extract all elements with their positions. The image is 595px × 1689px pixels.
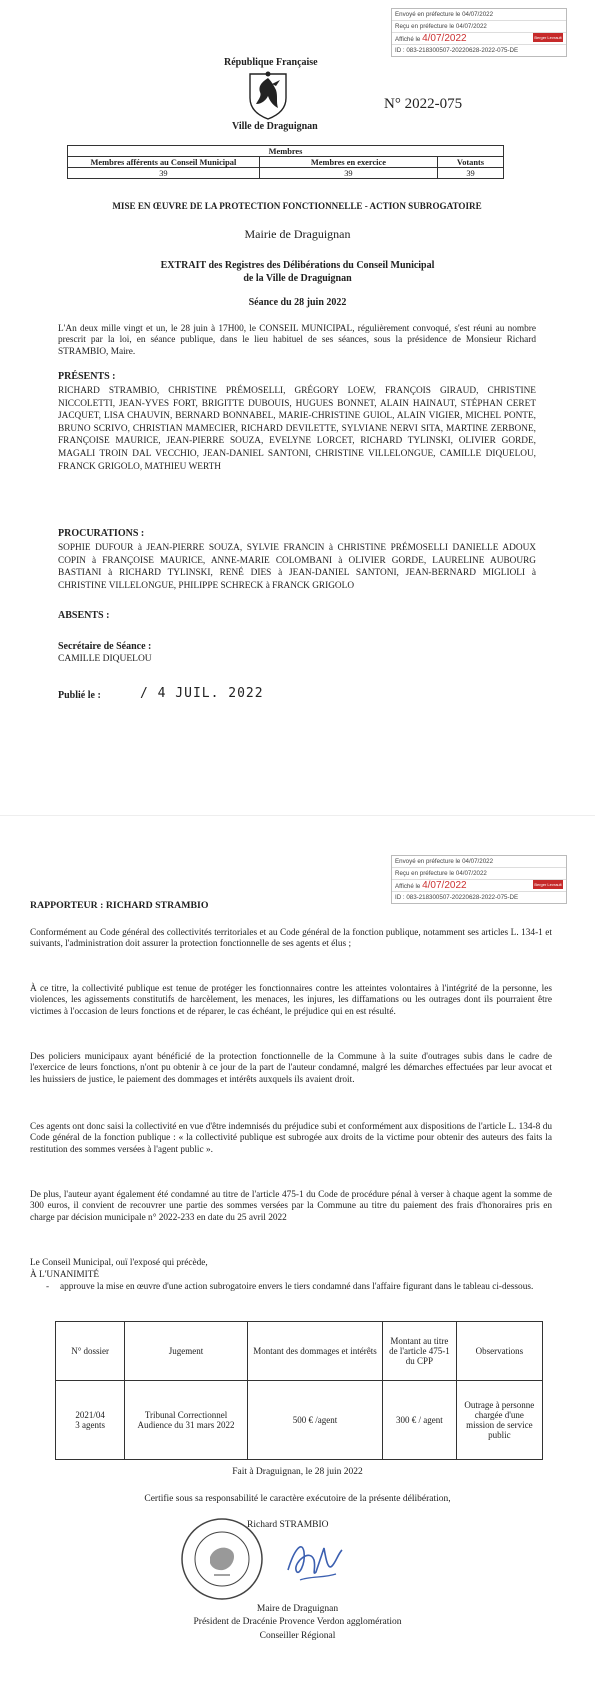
berger-levrault-logo-2: Berger Levrault [534, 882, 562, 887]
cell-dommages: 500 € /agent [247, 1381, 382, 1460]
members-header-exercice: Membres en exercice [259, 157, 437, 168]
mairie-title: Mairie de Draguignan [244, 227, 351, 241]
procurations-label: PROCURATIONS : [58, 528, 145, 539]
cell-dossier: 2021/04 3 agents [56, 1381, 125, 1460]
absents-label: ABSENTS : [58, 610, 110, 621]
deliberation-number: N° 2022-075 [384, 96, 463, 112]
extrait-line-2: de la Ville de Draguignan [243, 273, 352, 284]
signatory-title-3: Conseiller Régional [259, 1631, 336, 1641]
members-value-votants: 39 [438, 168, 504, 179]
secretaire-label: Secrétaire de Séance : [58, 641, 152, 652]
intro-paragraph: L'An deux mille vingt et un, le 28 juin à 17H00, le CONSEIL MUNICIPAL, régulièrement convoqué, s'est réuni au nombre prescrit par la loi, en séance publique, dans le lieu habituel de ses séances, sous la présidence de Monsieur Richard STRAMBIO, Maire. [58, 324, 536, 357]
paragraph-1: Conformément au Code général des collectivités territoriales et au Code général de la fonction publique, notamment ses articles L. 134-1 et suivants, l'administration doit assurer la protection fonctionnelle de ses agents et élus ; [30, 928, 552, 950]
stamp2-id: ID : 083-218300507-20220628-2022-075-DE [395, 894, 519, 901]
bullet-dash: - [46, 1282, 50, 1292]
prefecture-stamp [391, 8, 567, 57]
stamp2-envoye: Envoyé en préfecture le 04/07/2022 [392, 856, 566, 868]
berger-levrault-logo: Berger Levrault [534, 35, 562, 40]
stamp2-affiche-row [392, 880, 566, 892]
conseil-statement: Le Conseil Municipal, ouï l'exposé qui précède, [30, 1258, 208, 1268]
stamp2-recu: Reçu en préfecture le 04/07/2022 [392, 868, 566, 880]
paragraph-4: Ces agents ont donc saisi la collectivité en vue d'être indemnisés du préjudice subi et conformément aux dispositions de l'article L. 134-8 du Code général de la fonction publique : « la collectivité publique est subrogée aux droits de la victime pour obtenir des auteurs des faits la restitution des sommes versées à l'agent public ». [30, 1122, 552, 1155]
paragraph-2: À ce titre, la collectivité publique est tenue de protéger les fonctionnaires contre les atteintes volontaires à l'intégrité de la personne, les violences, les agissements constitutifs de harcèlement, les menaces, les injures, les diffamations ou les outrages dont ils pourraient être victimes à l'occasion de leurs fonctions et de réparer, le cas échéant, le préjudice qui en est résulté. [30, 984, 552, 1017]
signatory-title-2: Président de Dracénie Provence Verdon agglomération [193, 1617, 402, 1627]
paragraph-5: De plus, l'auteur ayant également été condamné au titre de l'article 475-1 du Code de procédure pénal à verser à chaque agent la somme de 300 euros, il convient de recouvrer une partie des sommes versées par la Commune au titre du paiement des frais d'honoraires pris en charge par décision municipale n° 2022-233 en date du 25 avril 2022 [30, 1190, 552, 1223]
members-header-afferents: Membres afférents au Conseil Municipal [68, 157, 260, 168]
col-header-jugement: Jugement [125, 1322, 248, 1381]
stamp-id: ID : 083-218300507-20220628-2022-075-DE [395, 47, 519, 54]
stamp-affiche-row [392, 33, 566, 45]
republique-francaise: République Française [224, 57, 318, 68]
dossier-table [55, 1321, 543, 1460]
draguignan-crest-icon [246, 70, 290, 120]
rapporteur: RAPPORTEUR : RICHARD STRAMBIO [30, 900, 209, 911]
col-header-observations: Observations [456, 1322, 542, 1381]
publie-label: Publié le : [58, 690, 101, 701]
signature-icon [280, 1530, 350, 1590]
presents-label: PRÉSENTS : [58, 371, 116, 382]
stamp2-affiche-date: 4/07/2022 [422, 880, 467, 891]
seance-date: Séance du 28 juin 2022 [248, 297, 347, 308]
members-value-afferents: 39 [68, 168, 260, 179]
secretaire-name: CAMILLE DIQUELOU [58, 654, 152, 664]
unanimite: À L'UNANIMITÉ [30, 1270, 100, 1280]
prefecture-stamp-page2 [391, 855, 567, 904]
stamp-affiche-date: 4/07/2022 [422, 33, 467, 44]
fait-a: Fait à Draguignan, le 28 juin 2022 [232, 1467, 363, 1477]
members-value-exercice: 39 [259, 168, 437, 179]
signatory-name: Richard STRAMBIO [247, 1520, 329, 1530]
certifie: Certifie sous sa responsabilité le caractère exécutoire de la présente délibération, [144, 1494, 451, 1504]
publie-date-stamp: / 4 JUIL. 2022 [140, 686, 264, 701]
members-header-votants: Votants [438, 157, 504, 168]
paragraph-3: Des policiers municipaux ayant bénéficié de la protection fonctionnelle de la Commune à la suite d'outrages subis dans le cadre de l'exercice de leurs fonctions, n'ont pu obtenir à ce jour de la part de l'auteur condamné, malgré les démarches effectuées par leur avocat et les huissiers de justice, le paiement des dommages et intérêts auxquels ils avaient droit. [30, 1052, 552, 1085]
stamp-affiche-label: Affiché le [395, 36, 421, 43]
subject-title: MISE EN ŒUVRE DE LA PROTECTION FONCTIONNELLE - ACTION SUBROGATOIRE [112, 201, 482, 211]
cell-jugement: Tribunal Correctionnel Audience du 31 mars 2022 [125, 1381, 248, 1460]
stamp2-affiche-label: Affiché le [395, 883, 421, 890]
procurations-list: SOPHIE DUFOUR à JEAN-PIERRE SOUZA, SYLVIE FRANCIN à CHRISTINE PRÉMOSELLI DANIELLE ADOUX COPIN à FRANÇOISE MAURICE, ANNE-MARIE COLOMBANI à OLIVIER GORDE, LAURELINE AUBOURG BASTIANI à RICHARD TYLINSKI, RENÉ DIES à JEAN-DANIEL SANTONI, JEAN-BERNARD MIGLIOLI à CHRISTINE VILLELONGUE, PHILIPPE SCHRECK à FRANCK GRIGOLO [58, 543, 536, 591]
page-break [0, 815, 595, 816]
approve-text: approuve la mise en œuvre d'une action subrogatoire envers le tiers condamné dans l'affaire figurant dans le tableau ci-dessous. [60, 1282, 534, 1292]
extrait-line-1: EXTRAIT des Registres des Délibérations du Conseil Municipal [160, 260, 435, 271]
stamp-envoye: Envoyé en préfecture le 04/07/2022 [392, 9, 566, 21]
cell-article: 300 € / agent [383, 1381, 457, 1460]
stamp-recu: Reçu en préfecture le 04/07/2022 [392, 21, 566, 33]
col-header-article: Montant au titre de l'article 475-1 du CPP [383, 1322, 457, 1381]
col-header-dossier: N° dossier [56, 1322, 125, 1381]
cell-observations: Outrage à personne chargée d'une mission de service public [456, 1381, 542, 1460]
members-title: Membres [68, 146, 504, 157]
ville-de-draguignan: Ville de Draguignan [232, 121, 318, 132]
presents-list: RICHARD STRAMBIO, CHRISTINE PRÉMOSELLI, GRÉGORY LOEW, FRANÇOIS GIRAUD, CHRISTINE NICCOLETTI, JEAN-YVES FORT, BRIGITTE DUBOUIS, HUGUES BONNET, ALAIN HAINAUT, STÉPHAN CERET JACQUET, LISA CHAUVIN, BERNARD BONNABEL, MARIE-CHRISTINE GUIOL, ALAIN VIGIER, MICHEL PONTE, BRUNO SCRIVO, CHRISTIAN MAMECIER, RICHARD DEVILETTE, SYLVIANE NERVI SITA, MARTINE ZERBONE, FRANÇOISE MAURICE, JEAN-PIERRE SOUZA, EVELYNE LORCET, RICHARD TYLINSKI, OLIVIER GORDE, MAGALI TROIN DAL VECCHIO, JEAN-DANIEL SANTONI, CHRISTINE VILLELONGUE, CAMILLE DIQUELOU, FRANCK GRIGOLO, MATHIEU WERTH [58, 386, 536, 472]
col-header-dommages: Montant des dommages et intérêts [247, 1322, 382, 1381]
approve-item [46, 1282, 550, 1293]
signatory-title-1: Maire de Draguignan [256, 1604, 339, 1614]
members-table [67, 145, 504, 179]
